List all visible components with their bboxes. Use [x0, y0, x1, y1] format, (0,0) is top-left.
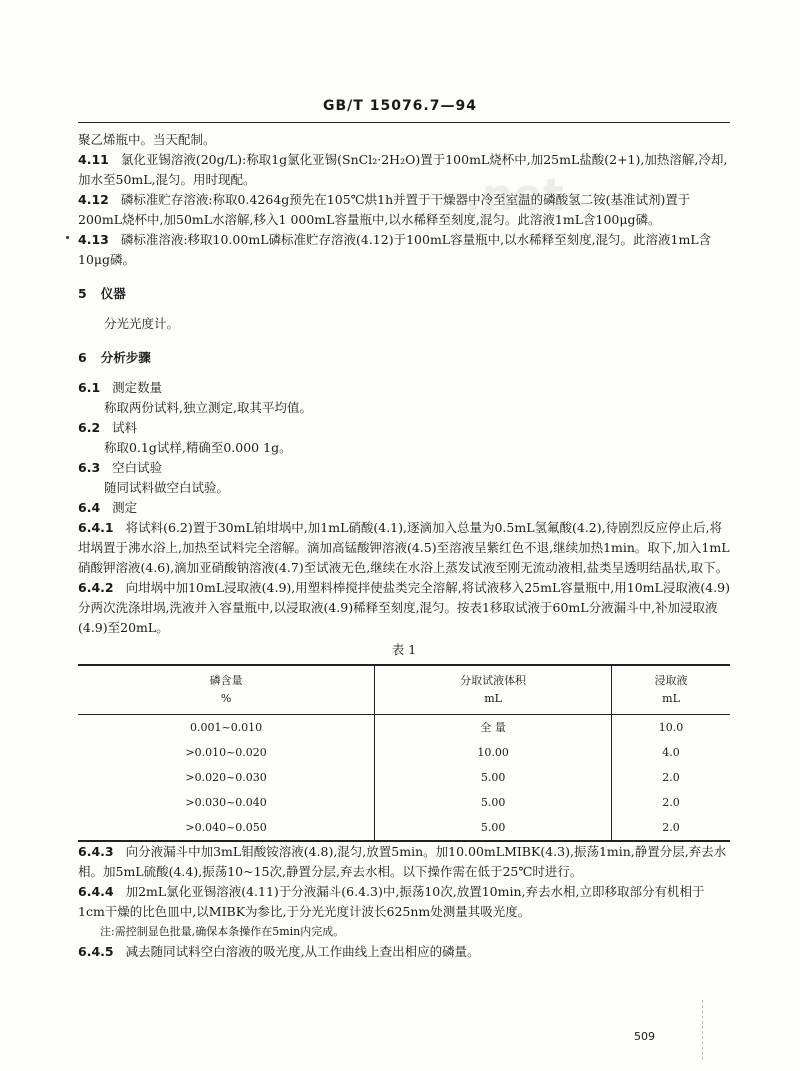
table-cell: 全 量 [375, 715, 612, 741]
header-unit: mL [662, 692, 680, 705]
clause [78, 230, 730, 270]
document-body [78, 130, 730, 962]
table-header-cell [78, 665, 375, 715]
subsection-heading [78, 418, 730, 438]
clause-number: 6.4.3 [78, 844, 114, 859]
table-row [78, 790, 730, 815]
scan-edge-marks [702, 1000, 703, 1060]
clause-title: 试料 [112, 420, 138, 435]
header-rule [78, 122, 730, 123]
clause-text: 氯化亚锡溶液(20g/L):称取1g氯化亚锡(SnCl₂·2H₂O)置于100mL烧杯中,加25mL盐酸(2+1),加热溶解,冷却,加水至50mL,混匀。用时现配。 [78, 152, 728, 187]
subsection-heading [78, 378, 730, 398]
section-title: 仪器 [100, 286, 126, 301]
header-label: 浸取液 [654, 674, 688, 687]
clause-text: 磷标准贮存溶液:称取0.4264g预先在105℃烘1h并置于干燥器中冷至室温的磷酸氢二铵(基准试剂)置于200mL烧杯中,加50mL水溶解,移入1 000mL容量瓶中,以水稀释至刻度,混匀。此溶液1mL含100μg磷。 [78, 192, 691, 227]
clause-number: 4.13 [78, 232, 109, 247]
paragraph: 分光光度计。 [104, 316, 180, 331]
table-cell: 4.0 [612, 740, 730, 765]
clause-text: 加2mL氯化亚锡溶液(4.11)于分液漏斗(6.4.3)中,振荡10次,放置10min,弃去水相,立即移取部分有机相于1cm干燥的比色皿中,以MIBK为参比,于分光光度计波长625nm处测量其吸光度。 [78, 884, 705, 919]
clause [78, 842, 730, 882]
section-heading [78, 284, 730, 304]
table-header-cell [612, 665, 730, 715]
note: 注:需控制显色批量,确保本条操作在5min内完成。 [100, 925, 345, 938]
standard-number: GB/T 15076.7—94 [323, 98, 477, 114]
table-1 [78, 640, 730, 842]
clause-text: 将试料(6.2)置于30mL铂坩埚中,加1mL硝酸(4.1),逐滴加入总量为0.5mL氢氟酸(4.2),待剧烈反应停止后,将坩埚置于沸水浴上,加热至试料完全溶解。滴加高锰酸钾溶液(4.5)至溶液呈紫红色不退,继续加热1min。取下,加入1mL硝酸钾溶液(4.6),滴加亚硝酸钠溶液(4.7)至试液无色,继续在水浴上蒸发试液至刚无流动液相,盐类呈透明结晶状,取下。 [78, 520, 730, 575]
clause-number: 6.4.2 [78, 580, 114, 595]
table-cell: >0.040~0.050 [185, 820, 267, 834]
subsection-heading [78, 458, 730, 478]
table-row [78, 765, 730, 790]
subsection-heading [78, 498, 730, 518]
paragraph: 随同试料做空白试验。 [104, 480, 230, 495]
clause-number: 4.11 [78, 152, 109, 167]
clause-number: 6.4.4 [78, 884, 114, 899]
clause [78, 578, 730, 638]
header-unit: % [220, 692, 232, 705]
header-label: 磷含量 [209, 674, 243, 687]
table-cell: 5.00 [375, 765, 612, 790]
clause-text: 减去随同试料空白溶液的吸光度,从工作曲线上查出相应的磷量。 [125, 944, 480, 959]
clause-number: 6.4 [78, 500, 101, 515]
clause-number: 6.4.5 [78, 944, 114, 959]
table-cell: 2.0 [612, 790, 730, 815]
clause [78, 150, 730, 190]
table-row [78, 740, 730, 765]
paragraph: 聚乙烯瓶中。当天配制。 [78, 132, 216, 147]
clause [78, 942, 730, 962]
clause-number: 6.2 [78, 420, 101, 435]
clause-number: 6.4.1 [78, 520, 114, 535]
table-cell: 2.0 [612, 815, 730, 841]
table-cell: >0.020~0.030 [185, 770, 267, 784]
table-cell: 5.00 [375, 790, 612, 815]
clause-text: 磷标准溶液:移取10.00mL磷标准贮存溶液(4.12)于100mL容量瓶中,以水稀释至刻度,混匀。此溶液1mL含10μg磷。 [78, 232, 712, 267]
table-cell: 2.0 [612, 765, 730, 790]
paragraph: 称取两份试料,独立测定,取其平均值。 [104, 400, 312, 415]
table-header-cell [375, 665, 612, 715]
clause-number: 6.3 [78, 460, 101, 475]
clause-text: 向分液漏斗中加3mL钼酸铵溶液(4.8),混匀,放置5min。加10.00mLMIBK(4.3),振荡1min,静置分层,弃去水相。加5mL硫酸(4.4),振荡10~15次,静置分层,弃去水相。以下操作需在低于25℃时进行。 [78, 844, 727, 879]
page-number: 509 [634, 1030, 655, 1043]
section-title: 分析步骤 [100, 350, 151, 365]
table-cell: >0.030~0.040 [185, 795, 267, 809]
header-unit: mL [484, 692, 502, 705]
section-heading [78, 348, 730, 368]
clause [78, 190, 730, 230]
data-table [78, 664, 730, 842]
clause-text: 向坩埚中加10mL浸取液(4.9),用塑料棒搅拌使盐类完全溶解,将试液移入25mL容量瓶中,用10mL浸取液(4.9)分两次洗涤坩埚,洗液并入容量瓶中,以浸取液(4.9)稀释至刻度,混匀。按表1移取试液于60mL分液漏斗中,补加浸取液(4.9)至20mL。 [78, 580, 730, 635]
table-cell: >0.010~0.020 [185, 745, 267, 759]
table-cell: 0.001~0.010 [189, 720, 263, 734]
table-cell: 10.0 [612, 715, 730, 741]
scan-dot [66, 236, 69, 239]
clause [78, 518, 730, 578]
table-cell: 10.00 [375, 740, 612, 765]
clause-title: 空白试验 [112, 460, 163, 475]
section-number: 5 [78, 286, 87, 301]
clause-title: 测定数量 [112, 380, 163, 395]
header-label: 分取试液体积 [460, 674, 527, 687]
watermark: .net [465, 170, 564, 221]
table-cell: 5.00 [375, 815, 612, 841]
table-row [78, 815, 730, 841]
clause-title: 测定 [112, 500, 138, 515]
section-number: 6 [78, 350, 87, 365]
clause-number: 6.1 [78, 380, 101, 395]
table-header-row [78, 665, 730, 715]
paragraph: 称取0.1g试样,精确至0.000 1g。 [104, 440, 292, 455]
table-caption: 表 1 [391, 642, 417, 657]
table-row [78, 715, 730, 741]
clause [78, 882, 730, 922]
clause-number: 4.12 [78, 192, 109, 207]
